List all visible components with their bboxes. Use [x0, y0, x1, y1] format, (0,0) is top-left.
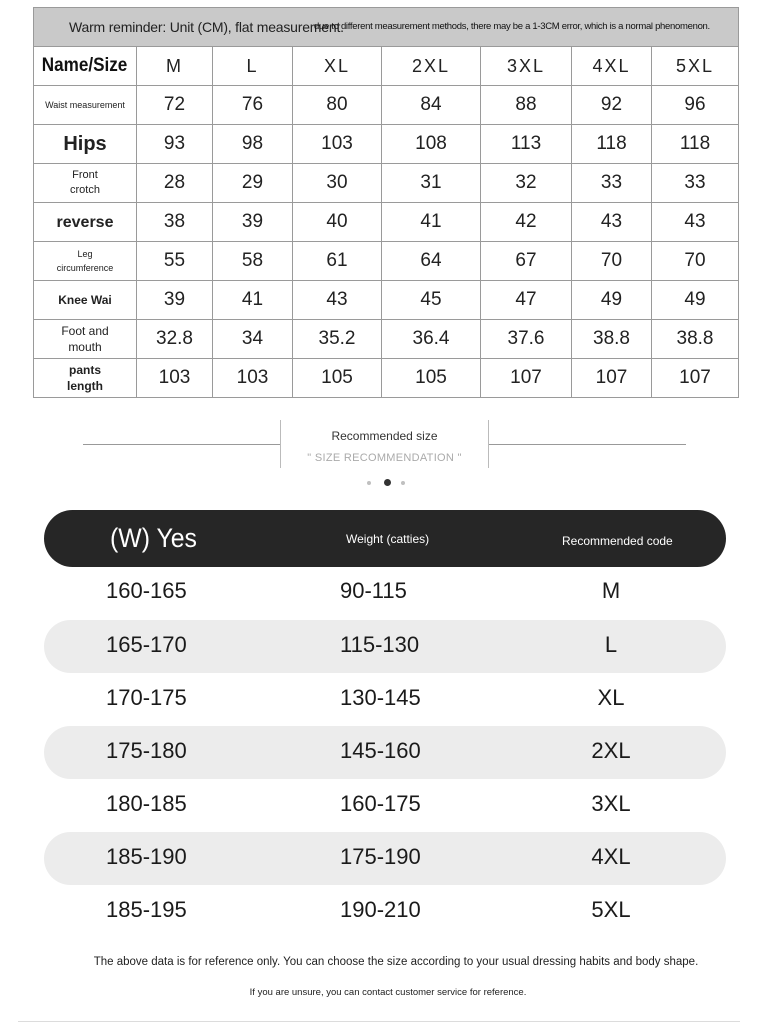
table-cell: 105 [382, 359, 481, 398]
row-label: Foot and mouth [34, 320, 137, 359]
height-range: 175-180 [106, 738, 187, 763]
table-cell: 34 [213, 320, 293, 359]
bottom-divider [18, 1021, 740, 1022]
size-header: 2XL [382, 47, 481, 86]
table-cell: 64 [382, 242, 481, 281]
height-range: 185-190 [106, 844, 187, 869]
dot-active-icon [384, 479, 391, 486]
size-header: 5XL [652, 47, 739, 86]
recommendation-row [44, 832, 726, 885]
table-cell: 70 [652, 242, 739, 281]
table-cell: 107 [481, 359, 572, 398]
table-cell: 41 [213, 281, 293, 320]
table-cell: 39 [213, 203, 293, 242]
table-cell: 38.8 [572, 320, 652, 359]
table-row [34, 125, 739, 164]
height-range: 160-165 [106, 578, 187, 603]
recommended-code: XL [597, 685, 625, 710]
table-cell: 33 [652, 164, 739, 203]
table-cell: 37.6 [481, 320, 572, 359]
table-cell: 107 [572, 359, 652, 398]
table-cell: 49 [572, 281, 652, 320]
table-cell: 31 [382, 164, 481, 203]
table-cell: 29 [213, 164, 293, 203]
table-cell: 76 [213, 86, 293, 125]
table-cell: 36.4 [382, 320, 481, 359]
weight-range: 160-175 [340, 791, 421, 816]
height-column-header: (W) Yes [110, 523, 197, 553]
size-header: L [213, 47, 293, 86]
size-recommendation-subtitle: " SIZE RECOMMENDATION " [307, 452, 462, 464]
row-label: reverse [34, 203, 137, 242]
recommended-code: 3XL [591, 791, 631, 816]
weight-range: 115-130 [340, 632, 420, 657]
recommended-size-title: Recommended size [331, 429, 438, 443]
recommended-code: 2XL [591, 738, 631, 763]
recommendation-row [44, 779, 726, 832]
table-cell: 43 [293, 281, 382, 320]
height-range: 185-195 [106, 897, 187, 922]
table-cell: 118 [652, 125, 739, 164]
table-cell: 80 [293, 86, 382, 125]
row-label: Knee Wai [34, 281, 137, 320]
table-cell: 38.8 [652, 320, 739, 359]
table-cell: 108 [382, 125, 481, 164]
table-cell: 103 [293, 125, 382, 164]
table-cell: 67 [481, 242, 572, 281]
table-cell: 38 [137, 203, 213, 242]
size-header-row [34, 47, 739, 86]
table-cell: 96 [652, 86, 739, 125]
recommended-code: 4XL [591, 844, 631, 869]
recommended-code: M [601, 578, 621, 603]
table-cell: 98 [213, 125, 293, 164]
table-cell: 42 [481, 203, 572, 242]
recommendation-header [44, 510, 726, 567]
weight-range: 90-115 [340, 578, 407, 603]
table-row [34, 320, 739, 359]
size-header: XL [293, 47, 382, 86]
customer-service-note: If you are unsure, you can contact customer service for reference. [249, 987, 527, 998]
table-row [34, 359, 739, 398]
height-range: 180-185 [106, 791, 187, 816]
table-cell: 47 [481, 281, 572, 320]
row-label: pants length [34, 359, 137, 398]
weight-range: 130-145 [340, 685, 421, 710]
size-header: 4XL [572, 47, 652, 86]
table-cell: 39 [137, 281, 213, 320]
table-cell: 107 [652, 359, 739, 398]
header-label-cell [34, 47, 137, 86]
name-size-label: Name/Size [42, 55, 128, 76]
row-label: Front crotch [34, 164, 137, 203]
recommended-code: L [604, 632, 618, 657]
row-label: Waist measurement [34, 86, 137, 125]
reference-note: The above data is for reference only. You can choose the size according to your usual dressing habits and body shape. [93, 956, 699, 968]
table-cell: 43 [572, 203, 652, 242]
table-cell: 55 [137, 242, 213, 281]
table-cell: 88 [481, 86, 572, 125]
table-row [34, 203, 739, 242]
height-range: 170-175 [106, 685, 187, 710]
table-row [34, 86, 739, 125]
row-label: Hips [34, 125, 137, 164]
table-cell: 35.2 [293, 320, 382, 359]
table-cell: 84 [382, 86, 481, 125]
weight-range: 175-190 [340, 844, 421, 869]
size-header: 3XL [481, 47, 572, 86]
table-cell: 70 [572, 242, 652, 281]
table-cell: 103 [137, 359, 213, 398]
table-cell: 32 [481, 164, 572, 203]
table-cell: 45 [382, 281, 481, 320]
height-range: 165-170 [106, 632, 187, 657]
table-cell: 30 [293, 164, 382, 203]
table-cell: 41 [382, 203, 481, 242]
table-cell: 113 [481, 125, 572, 164]
weight-range: 145-160 [340, 738, 421, 763]
recommendation-row [44, 566, 726, 619]
table-row [34, 242, 739, 281]
table-cell: 33 [572, 164, 652, 203]
dot-icon [401, 481, 405, 485]
recommendation-row [44, 673, 726, 726]
weight-column-header: Weight (catties) [346, 532, 430, 546]
recommendation-row [44, 620, 726, 673]
divider-right [489, 444, 686, 445]
warm-reminder-text: Warm reminder: Unit (CM), flat measurement. [69, 19, 344, 35]
recommended-code: 5XL [591, 897, 631, 922]
table-cell: 58 [213, 242, 293, 281]
table-cell: 61 [293, 242, 382, 281]
size-header: M [137, 47, 213, 86]
size-measurement-table [33, 7, 739, 398]
code-column-header: Recommended code [562, 534, 673, 548]
divider-left [83, 444, 280, 445]
table-cell: 28 [137, 164, 213, 203]
table-cell: 105 [293, 359, 382, 398]
table-row [34, 164, 739, 203]
table-row [34, 281, 739, 320]
recommendation-row [44, 726, 726, 779]
warm-reminder-banner [34, 8, 739, 47]
table-cell: 40 [293, 203, 382, 242]
pagination-dots [367, 478, 411, 488]
table-cell: 92 [572, 86, 652, 125]
table-cell: 43 [652, 203, 739, 242]
weight-range: 190-210 [340, 897, 421, 922]
table-cell: 72 [137, 86, 213, 125]
row-label: Leg circumference [34, 242, 137, 281]
table-cell: 49 [652, 281, 739, 320]
table-cell: 103 [213, 359, 293, 398]
table-cell: 118 [572, 125, 652, 164]
dot-icon [367, 481, 371, 485]
recommendation-row [44, 885, 726, 938]
error-notice-text: due to different measurement methods, there may be a 1-3CM error, which is a normal phenomenon. [314, 21, 710, 32]
table-cell: 32.8 [137, 320, 213, 359]
table-cell: 93 [137, 125, 213, 164]
